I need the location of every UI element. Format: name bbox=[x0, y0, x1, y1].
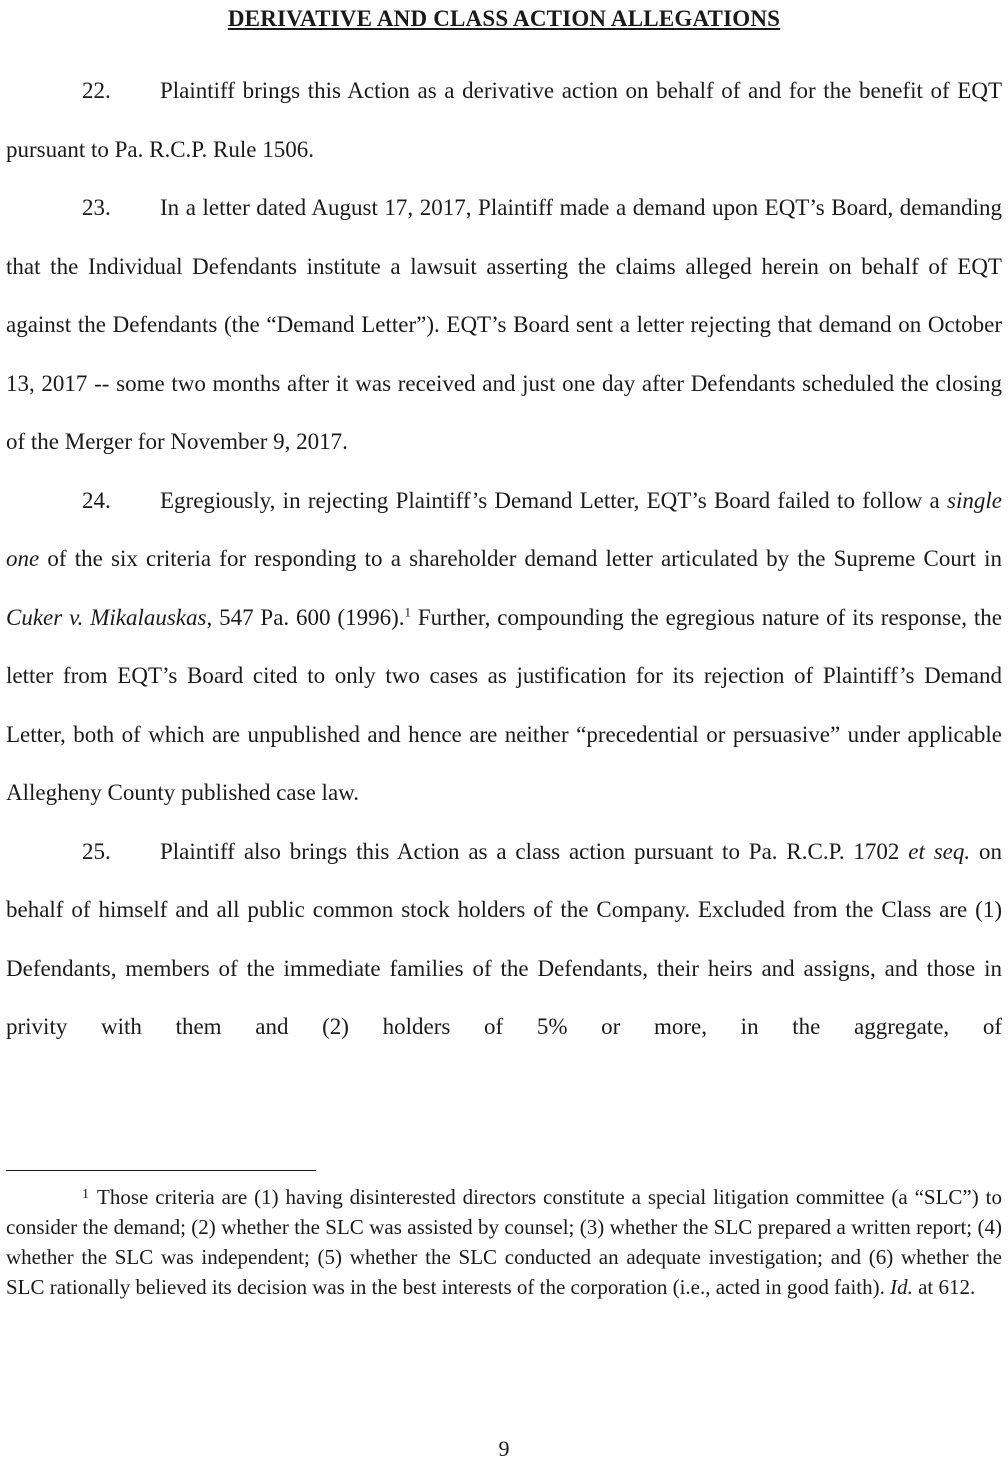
paragraph-23 bbox=[6, 179, 1002, 472]
footnote-citation: Id. bbox=[890, 1275, 913, 1299]
paragraph-text: Further, compounding the egregious nature of its response, the letter from EQT’s Board cited to only two cases as justification for its rejection of Plaintiff’s Demand Letter, both of which are unpublished and hence are neither “precedential or persuasive” under applicable Allegheny County published case law. bbox=[6, 604, 1002, 805]
footnote-text-end: at 612. bbox=[912, 1275, 976, 1299]
footnote-1 bbox=[6, 1180, 1002, 1302]
footnote-marker: 1 bbox=[82, 1187, 89, 1202]
footnote-divider bbox=[6, 1170, 316, 1171]
paragraph-25 bbox=[6, 823, 1002, 1057]
paragraph-text: on behalf of himself and all public common stock holders of the Company. Excluded from the Class are (1) Defendants, members of the immediate families of the Defendants, their heirs and assigns, and those in privity with them and (2) holders of 5% or more, in the aggregate, of bbox=[6, 838, 1002, 1039]
emphasis-text: et seq. bbox=[908, 838, 971, 864]
emphasis-text: single one bbox=[6, 487, 1002, 571]
footnote-text: Those criteria are (1) having disinterested directors constitute a special litigation committee (a “SLC”) to consider the demand; (2) whether the SLC was assisted by counsel; (3) whether the SLC prepared a written report; (4) whether the SLC was independent; (5) whether the SLC conducted an adequate investigation; and (6) whether the SLC rationally believed its decision was in the best interests of the corporation (i.e., acted in good faith). bbox=[6, 1185, 1002, 1299]
footnote-reference: 1 bbox=[404, 603, 411, 619]
paragraph-number: 24. bbox=[82, 487, 111, 513]
paragraph-text: Plaintiff brings this Action as a derivative action on behalf of and for the benefit of EQT pursuant to Pa. R.C.P. Rule 1506. bbox=[6, 78, 1002, 162]
paragraph-text: of the six criteria for responding to a shareholder demand letter articulated by the Supreme Court in bbox=[39, 546, 1002, 571]
paragraph-number: 22. bbox=[82, 78, 111, 103]
body-text bbox=[6, 62, 1002, 1057]
case-citation: Cuker v. Mikalauskas bbox=[6, 604, 207, 630]
paragraph-22 bbox=[6, 62, 1002, 179]
paragraph-number: 25. bbox=[82, 838, 111, 864]
paragraph-text: In a letter dated August 17, 2017, Plaintiff made a demand upon EQT’s Board, demanding that the Individual Defendants institute a lawsuit asserting the claims alleged herein on behalf of EQT against the Defendants (the “Demand Letter”). EQT’s Board sent a letter rejecting that demand on October 13, 2017 -- some two months after it was received and just one day after Defendants scheduled the closing of the Merger for November 9, 2017. bbox=[6, 195, 1002, 454]
page-number: 9 bbox=[498, 1436, 510, 1461]
paragraph-text: Egregiously, in rejecting Plaintiff’s Demand Letter, EQT’s Board failed to follow a bbox=[160, 487, 948, 513]
section-heading: DERIVATIVE AND CLASS ACTION ALLEGATIONS bbox=[227, 6, 781, 31]
paragraph-24 bbox=[6, 472, 1002, 823]
paragraph-number: 23. bbox=[82, 195, 111, 220]
paragraph-text: Plaintiff also brings this Action as a class action pursuant to Pa. R.C.P. 1702 bbox=[160, 838, 909, 864]
paragraph-text: , 547 Pa. 600 (1996). bbox=[206, 604, 405, 630]
